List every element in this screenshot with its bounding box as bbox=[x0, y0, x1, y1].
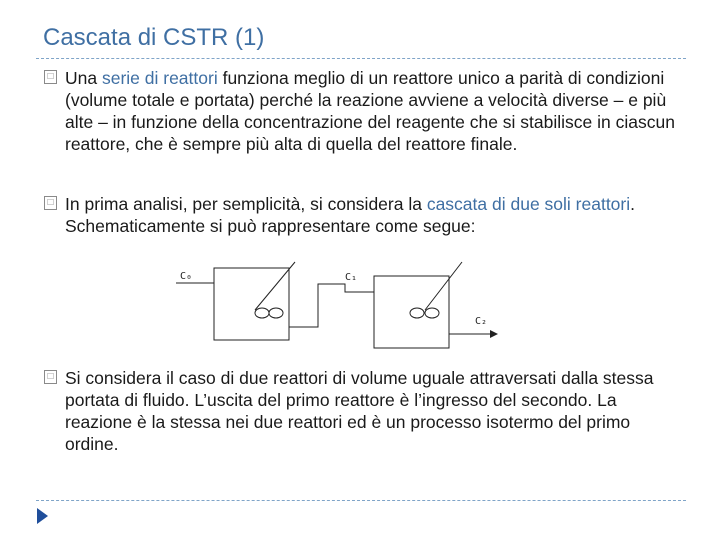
bullet-1-highlight: serie di reattori bbox=[101, 68, 218, 88]
bullet-2-part-2: . Schematicamente si può rappresentare come segue: bbox=[65, 194, 636, 236]
bullet-1-part-1: Una bbox=[65, 68, 102, 88]
bullet-box-icon: □ bbox=[44, 370, 57, 384]
label-c1: C₁ bbox=[345, 272, 358, 283]
reactor-1-impeller-right bbox=[269, 308, 283, 318]
label-c0: C₀ bbox=[180, 271, 193, 282]
bullet-box-icon: □ bbox=[44, 70, 57, 84]
next-slide-arrow-icon[interactable] bbox=[37, 508, 48, 524]
bullet-2-highlight: cascata di due soli reattori bbox=[426, 194, 631, 214]
reactor-1 bbox=[214, 268, 289, 340]
inter-reactor-line bbox=[289, 284, 374, 327]
reactor-2-stirrer-shaft bbox=[425, 262, 462, 310]
reactor-2-impeller-right bbox=[425, 308, 439, 318]
bullet-2-part-1: In prima analisi, per semplicità, si considera la bbox=[65, 194, 427, 214]
slide-title: Cascata di CSTR (1) bbox=[43, 24, 265, 51]
reactor-1-impeller-left bbox=[255, 308, 269, 318]
reactor-2-impeller-left bbox=[410, 308, 424, 318]
bullet-3 bbox=[44, 367, 684, 455]
reactor-2 bbox=[374, 276, 449, 348]
bottom-divider bbox=[36, 500, 686, 501]
bullet-1-part-2: funziona meglio di un reattore unico a parità di condizioni (volume totale e portata) perché la reazione avviene a velocità diverse – e più alte – in funzione della concentrazione del reagente che si stabilisce in ciascun reattore, che è sempre più alta di quella del reattore finale. bbox=[65, 68, 675, 154]
bullet-box-icon: □ bbox=[44, 196, 57, 210]
bullet-3-text: Si considera il caso di due reattori di volume uguale attraversati dalla stessa portata di fluido. L’uscita del primo reattore è l’ingresso del secondo. La reazione è la stessa nei due reattori ed è un processo isotermo del primo ordine. bbox=[65, 368, 654, 454]
label-c2: C₂ bbox=[475, 316, 488, 327]
